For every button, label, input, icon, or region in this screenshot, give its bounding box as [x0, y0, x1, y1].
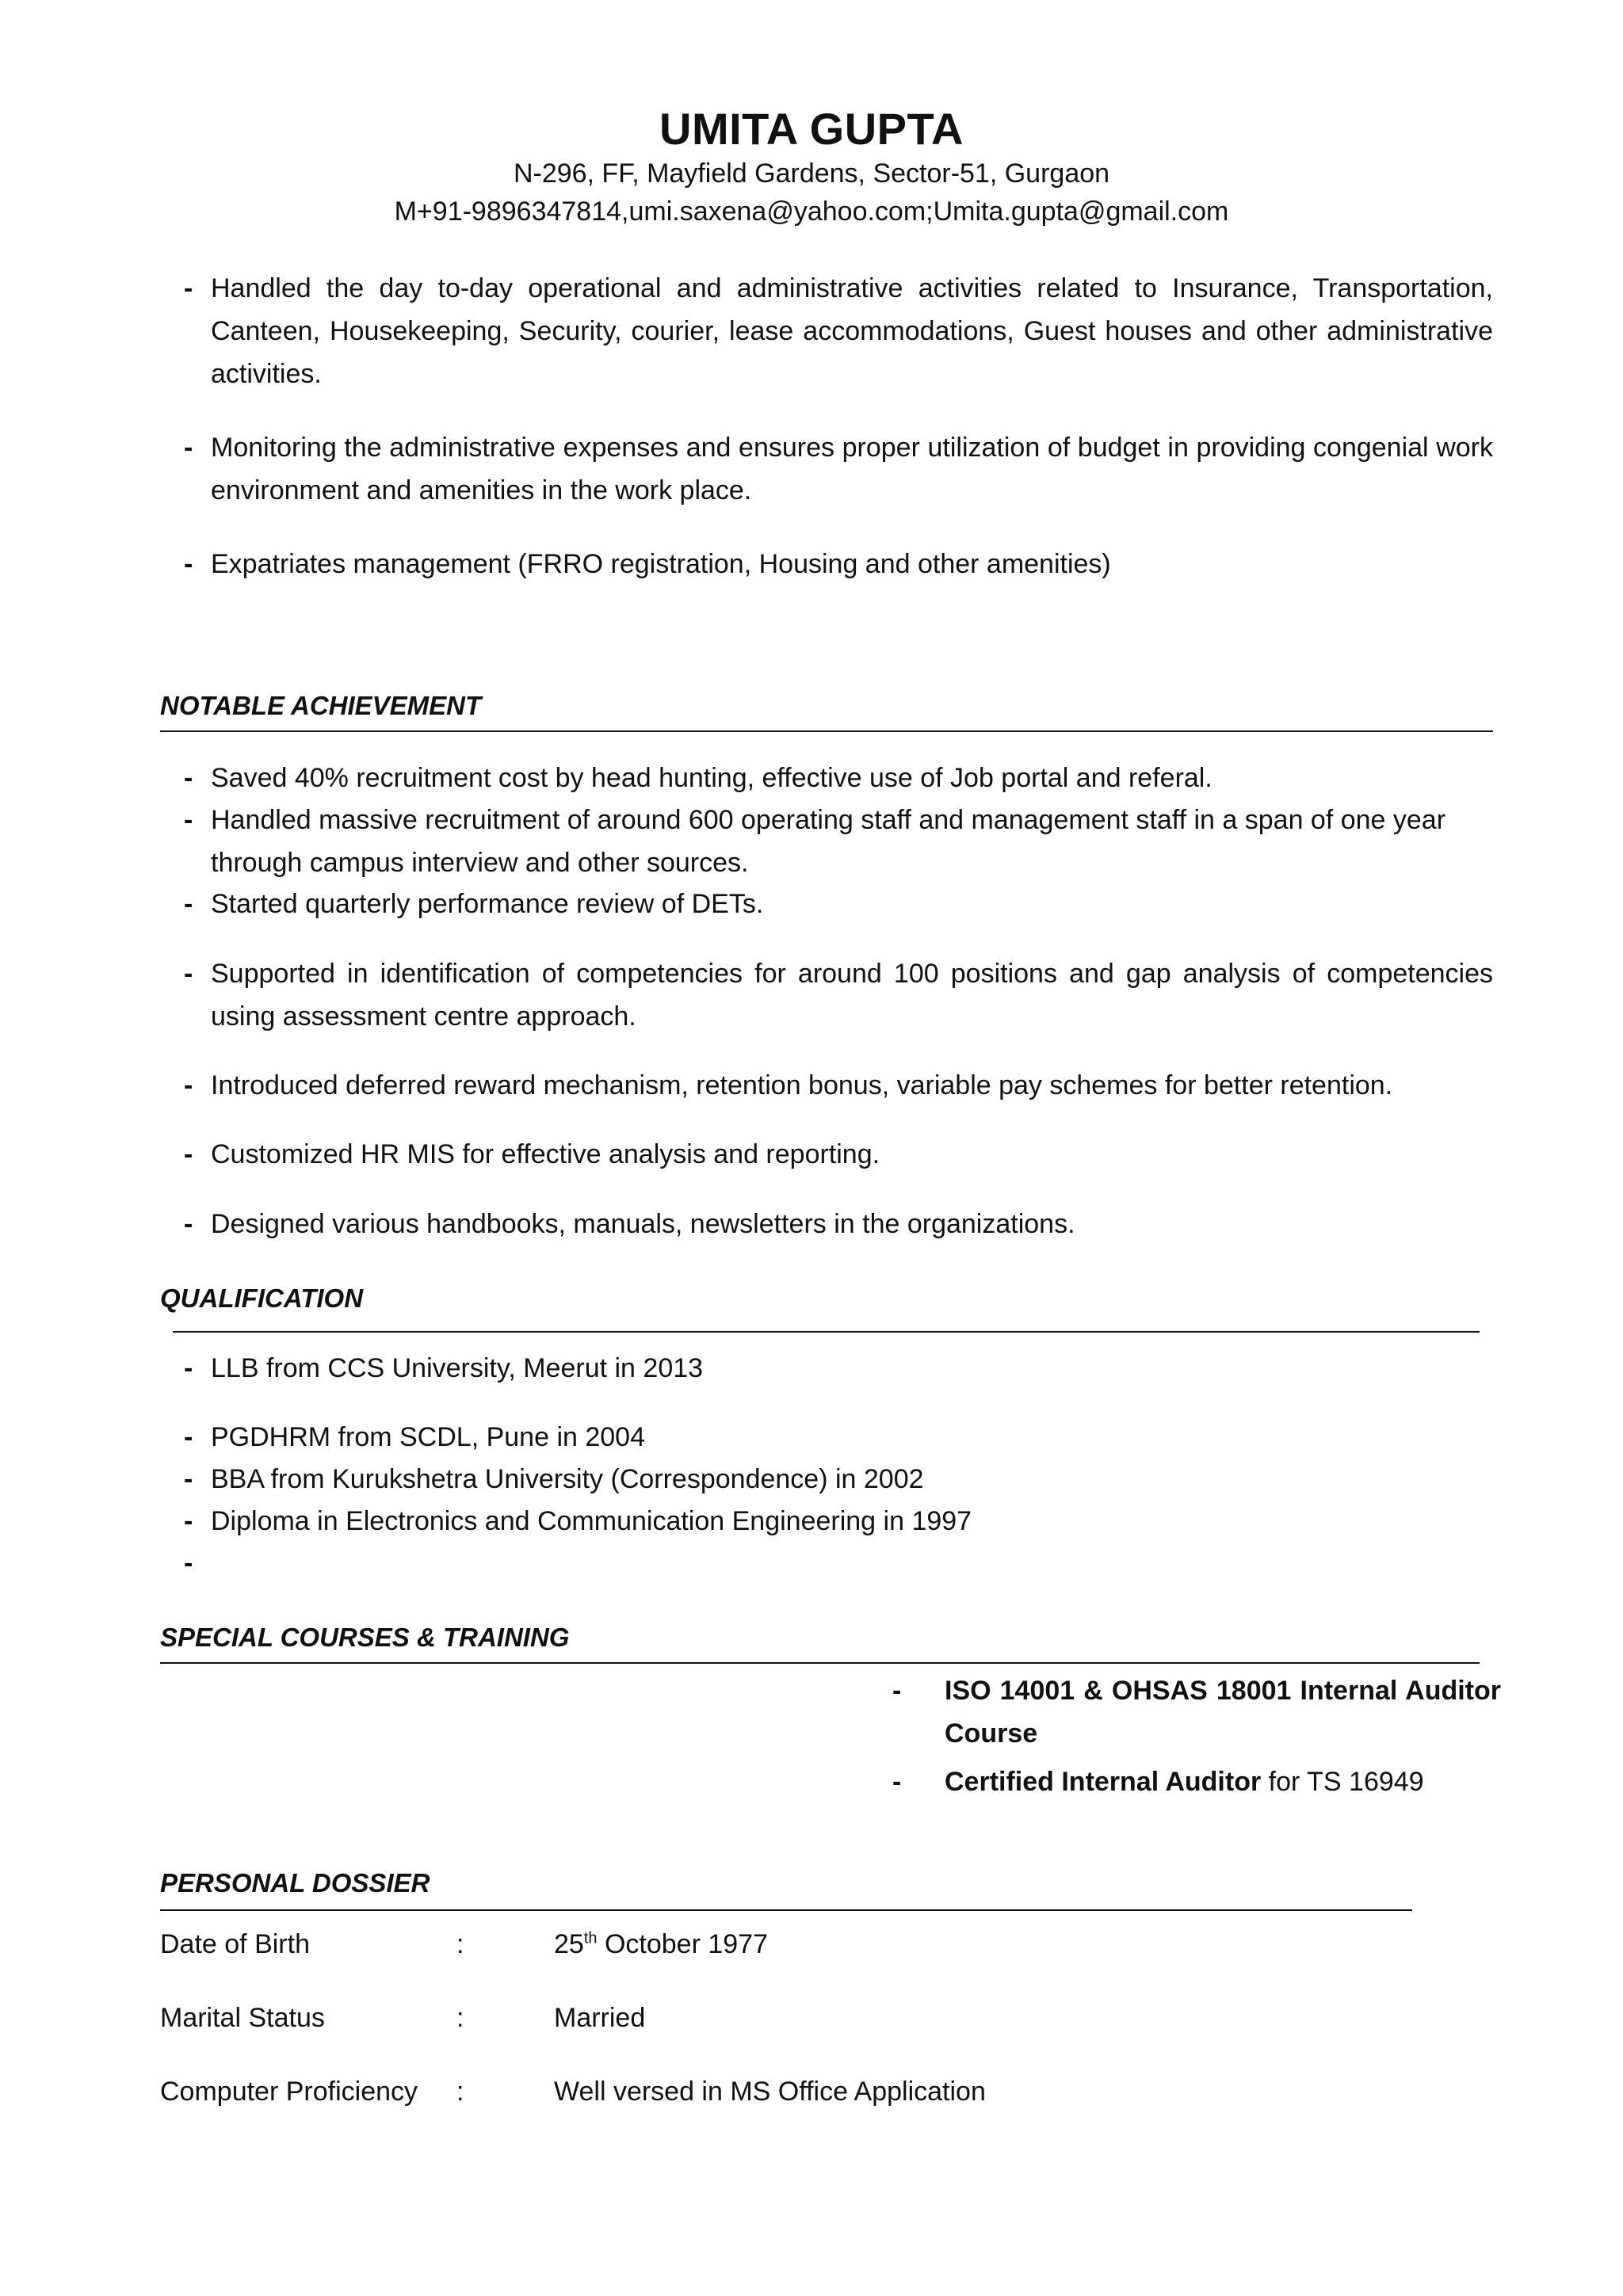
bullet-dash: -: [184, 1548, 193, 1578]
computer-label: Computer Proficiency: [160, 2077, 418, 2107]
list-item: [184, 543, 1493, 585]
bullet-dash: -: [184, 1353, 193, 1383]
qualification-text: PGDHRM from SCDL, Pune in 2004: [211, 1422, 645, 1452]
section-heading-qualification: QUALIFICATION: [160, 1283, 364, 1313]
marital-value: Married: [554, 2003, 646, 2033]
qualification-text: LLB from CCS University, Meerut in 2013: [211, 1353, 704, 1383]
achievement-text: Started quarterly performance review of DETs.: [211, 889, 764, 919]
section-divider: [160, 1662, 1480, 1664]
achievement-text: Customized HR MIS for effective analysis and reporting.: [211, 1139, 880, 1169]
qualification-text: BBA from Kurukshetra University (Correspondence) in 2002: [211, 1464, 924, 1494]
responsibility-text: Handled the day to-day operational and administrative activities related to Insurance, Transportation, Canteen, Housekeeping, Security, courier, lease accommodations, Guest houses and other administrative activities.: [211, 273, 1493, 389]
dob-day: 25: [554, 1929, 584, 1959]
bullet-dash: -: [184, 433, 193, 463]
list-item: [184, 1458, 1493, 1501]
list-item: [184, 883, 1493, 925]
list-item: [184, 799, 1493, 884]
achievement-text: Supported in identification of competencies for around 100 positions and gap analysis of competencies using assessment centre approach.: [211, 959, 1493, 1032]
bullet-dash: -: [184, 1209, 193, 1239]
field-separator: :: [456, 1929, 464, 1959]
candidate-name: UMITA GUPTA: [659, 104, 964, 154]
section-heading-achievement: NOTABLE ACHIEVEMENT: [160, 691, 482, 720]
list-item: [184, 952, 1493, 1038]
bullet-dash: -: [892, 1767, 902, 1797]
section-heading-personal: PERSONAL DOSSIER: [160, 1868, 430, 1897]
list-item: [184, 757, 1493, 799]
field-separator: :: [456, 2077, 464, 2107]
dob-value: [554, 1923, 768, 1966]
course-title: ISO 14001 & OHSAS 18001 Internal Auditor Course: [945, 1676, 1501, 1749]
list-item: [184, 1416, 1493, 1459]
dob-suffix: th: [583, 1929, 598, 1947]
list-item: [184, 1064, 1493, 1107]
achievement-text: Introduced deferred reward mechanism, retention bonus, variable pay schemes for better retention.: [211, 1070, 1393, 1100]
dob-label: Date of Birth: [160, 1929, 310, 1959]
list-item: [184, 1133, 1493, 1176]
responsibility-text: Expatriates management (FRRO registration, Housing and other amenities): [211, 549, 1111, 579]
achievement-text: Designed various handbooks, manuals, newsletters in the organizations.: [211, 1209, 1075, 1239]
marital-label: Marital Status: [160, 2003, 325, 2033]
list-item: [184, 1203, 1493, 1245]
qualification-text: [211, 1542, 1493, 1585]
course-text: [945, 1760, 1501, 1803]
achievement-text: Saved 40% recruitment cost by head hunting, effective use of Job portal and referal.: [211, 763, 1212, 793]
bullet-dash: -: [184, 1506, 193, 1536]
bullet-dash: -: [892, 1676, 902, 1706]
bullet-dash: -: [184, 1070, 193, 1100]
bullet-dash: -: [184, 1464, 193, 1494]
list-item: [184, 1500, 1493, 1543]
section-divider: [160, 730, 1493, 732]
bullet-dash: -: [184, 889, 193, 919]
bullet-dash: -: [184, 763, 193, 793]
dob-month-year: October 1977: [597, 1929, 768, 1959]
section-divider: [160, 1909, 1412, 1911]
list-item: [184, 1542, 1493, 1585]
bullet-dash: -: [184, 805, 193, 835]
bullet-dash: -: [184, 1139, 193, 1169]
bullet-dash: -: [184, 273, 193, 303]
course-text: [945, 1669, 1501, 1755]
section-heading-courses: SPECIAL COURSES & TRAINING: [160, 1623, 570, 1652]
candidate-address: N-296, FF, Mayfield Gardens, Sector-51, Gurgaon: [513, 158, 1110, 189]
computer-value: Well versed in MS Office Application: [554, 2077, 986, 2107]
bullet-dash: -: [184, 959, 193, 989]
list-item: [184, 267, 1493, 395]
list-item: [184, 426, 1493, 512]
section-divider: [173, 1331, 1480, 1333]
responsibility-text: Monitoring the administrative expenses and ensures proper utilization of budget in providing congenial work environment and amenities in the work place.: [211, 433, 1493, 505]
qualification-text: Diploma in Electronics and Communication Engineering in 1997: [211, 1506, 972, 1536]
field-separator: :: [456, 2003, 464, 2033]
candidate-contact: M+91-9896347814,umi.saxena@yahoo.com;Umita.gupta@gmail.com: [394, 196, 1229, 227]
list-item: [892, 1760, 1501, 1803]
course-title: Certified Internal Auditor: [945, 1767, 1262, 1797]
list-item: [892, 1669, 1501, 1755]
achievement-text: Handled massive recruitment of around 600 operating staff and management staff in a span of one year through campus interview and other sources.: [211, 805, 1446, 878]
list-item: [184, 1347, 1493, 1390]
course-detail: for TS 16949: [1261, 1767, 1424, 1797]
bullet-dash: -: [184, 1422, 193, 1452]
bullet-dash: -: [184, 549, 193, 579]
